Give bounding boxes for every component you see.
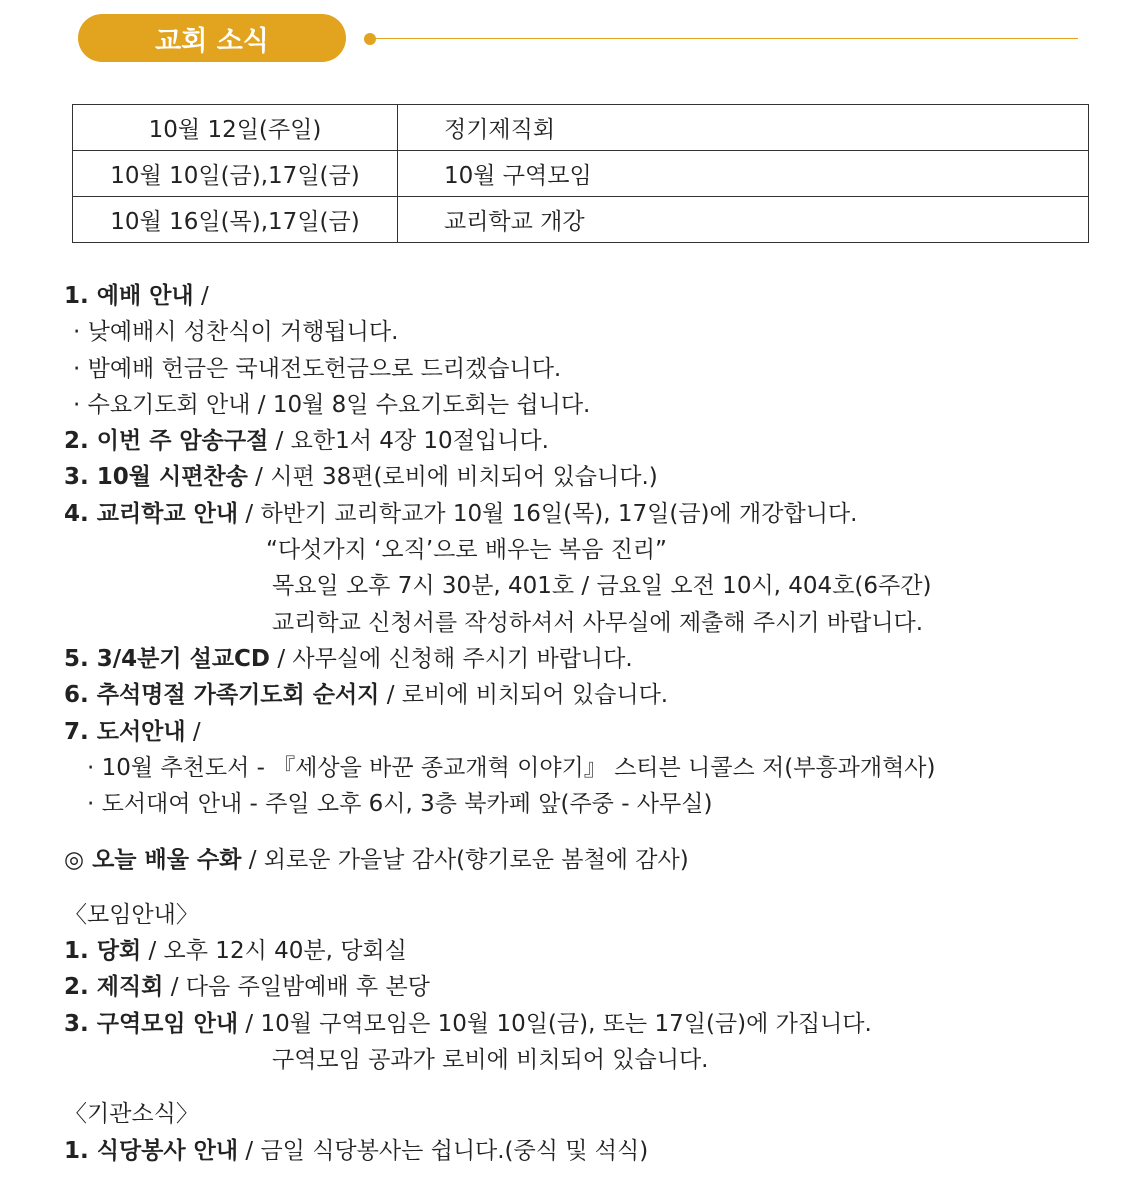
notice-heading: 2. 이번 주 암송구절 xyxy=(64,428,269,455)
notice-text: / 외로운 가을날 감사(향기로운 봄철에 감사) xyxy=(241,847,689,874)
schedule-date: 10월 16일(목),17일(금) xyxy=(73,197,398,243)
notice-heading: 7. 도서안내 xyxy=(64,718,186,745)
notice-body xyxy=(64,278,1124,1169)
notice-heading: 6. 추석명절 가족기도회 순서지 xyxy=(64,682,380,709)
schedule-event: 10월 구역모임 xyxy=(398,151,1089,197)
schedule-table xyxy=(72,104,1089,243)
section-title-badge xyxy=(78,14,346,62)
notice-text: / 10월 구역모임은 10월 10일(금), 또는 17일(금)에 가집니다. xyxy=(238,1010,872,1037)
notice-heading: 2. 제직회 xyxy=(64,974,164,1001)
notice-text: / xyxy=(185,718,201,745)
section-header xyxy=(78,14,1078,64)
notice-text: / 요한1서 4장 10절입니다. xyxy=(268,428,549,455)
meetings-title: 〈모임안내〉 xyxy=(64,901,199,928)
notice-bullet: · 밤예배 헌금은 국내전도헌금으로 드리겠습니다. xyxy=(73,355,562,382)
table-row xyxy=(73,105,1089,151)
notice-continuation: 교리학교 신청서를 작성하셔서 사무실에 제출해 주시기 바랍니다. xyxy=(272,609,924,636)
header-dot xyxy=(364,33,376,45)
notice-heading: ◎ 오늘 배울 수화 xyxy=(64,847,242,874)
table-row xyxy=(73,151,1089,197)
notice-heading: 1. 당회 xyxy=(64,938,142,965)
meeting-item xyxy=(64,969,1124,1005)
schedule-event: 정기제직회 xyxy=(398,105,1089,151)
notice-continuation: 구역모임 공과가 로비에 비치되어 있습니다. xyxy=(272,1046,709,1073)
spacer xyxy=(64,879,1124,897)
notice-text: / 오후 12시 40분, 당회실 xyxy=(141,938,407,965)
table-row xyxy=(73,197,1089,243)
notice-bullet: · 낮예배시 성찬식이 거행됩니다. xyxy=(73,319,399,346)
institutions-title: 〈기관소식〉 xyxy=(64,1101,199,1128)
notice-text: / 로비에 비치되어 있습니다. xyxy=(379,682,669,709)
notice-text: / 하반기 교리학교가 10월 16일(목), 17일(금)에 개강합니다. xyxy=(238,500,858,527)
notice-item-memory-verse xyxy=(64,423,1124,459)
notice-item-worship xyxy=(64,278,1124,314)
institution-item xyxy=(64,1133,1124,1169)
notice-bullet: · 도서대여 안내 - 주일 오후 6시, 3층 북카페 앞(주중 - 사무실) xyxy=(87,791,713,818)
meeting-item xyxy=(64,933,1124,969)
notice-text: / xyxy=(193,283,209,309)
notice-text: / 사무실에 신청해 주시기 바랍니다. xyxy=(270,645,633,672)
notice-item-psalm xyxy=(64,459,1124,495)
sign-language-hymn xyxy=(64,842,1124,878)
notice-heading: 1. 식당봉사 안내 xyxy=(64,1137,239,1164)
notice-heading: 4. 교리학교 안내 xyxy=(64,500,239,527)
notice-item-chuseok xyxy=(64,677,1124,713)
schedule-date: 10월 12일(주일) xyxy=(73,105,398,151)
notice-bullet: · 수요기도회 안내 / 10월 8일 수요기도회는 쉽니다. xyxy=(73,391,591,418)
notice-bullet: · 10월 추천도서 - 『세상을 바꾼 종교개혁 이야기』 스티븐 니콜스 저(부흥과개혁사) xyxy=(87,754,936,781)
notice-item-sermon-cd xyxy=(64,641,1124,677)
spacer xyxy=(64,822,1124,842)
notice-heading: 1. 예배 안내 xyxy=(64,283,194,309)
spacer xyxy=(64,1078,1124,1096)
notice-heading: 3. 구역모임 안내 xyxy=(64,1010,239,1037)
schedule-event: 교리학교 개강 xyxy=(398,197,1089,243)
notice-item-books xyxy=(64,714,1124,750)
notice-continuation: “다섯가지 ‘오직’으로 배우는 복음 진리” xyxy=(266,537,667,564)
notice-text: / 금일 식당봉사는 쉽니다.(중식 및 석식) xyxy=(238,1137,649,1164)
section-title: 교회 소식 xyxy=(155,25,269,57)
notice-heading: 3. 10월 시편찬송 xyxy=(64,464,248,491)
notice-heading: 5. 3/4분기 설교CD xyxy=(64,645,271,672)
notice-continuation: 목요일 오후 7시 30분, 401호 / 금요일 오전 10시, 404호(6주간) xyxy=(272,573,932,600)
header-divider xyxy=(376,38,1078,39)
meeting-item xyxy=(64,1006,1124,1042)
schedule-date: 10월 10일(금),17일(금) xyxy=(73,151,398,197)
notice-text: / 다음 주일밤예배 후 본당 xyxy=(163,974,430,1001)
notice-item-doctrine-school xyxy=(64,496,1124,532)
notice-text: / 시편 38편(로비에 비치되어 있습니다.) xyxy=(247,464,658,491)
